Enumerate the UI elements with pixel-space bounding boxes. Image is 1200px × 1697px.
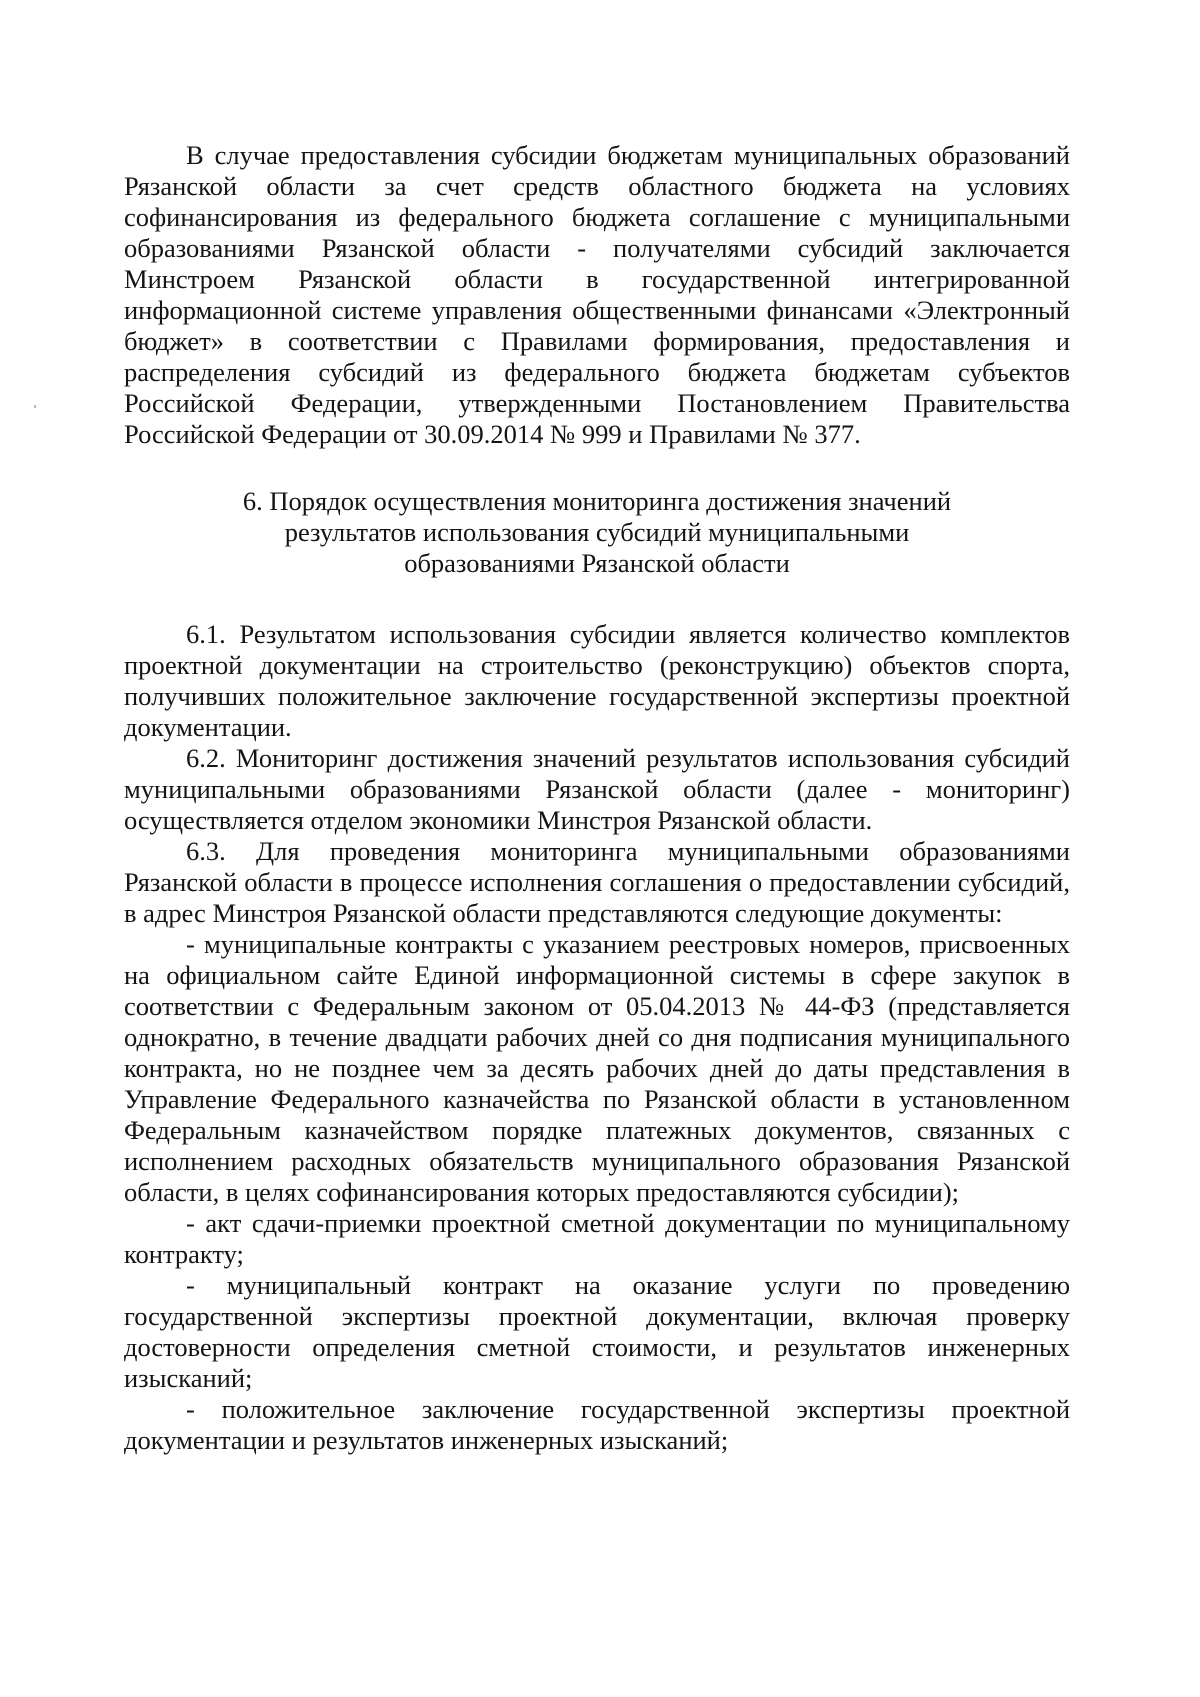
paragraph-6-3: 6.3. Для проведения мониторинга муниципальными образованиями Рязанской области в процессе исполнения соглашения о предоставлении субсидий, в адрес Минстроя Рязанской области представляются следующие документы: xyxy=(124,836,1070,928)
intro-paragraph: В случае предоставления субсидии бюджетам муниципальных образований Рязанской области за счет средств областного бюджета на условиях софинансирования из федерального бюджета соглашение с муниципальными образованиями Рязанской области - получателями субсидий заключается Минстроем Рязанской области в государственной интегрированной информационной системе управления общественными финансами «Электронный бюджет» в соответствии с Правилами формирования, предоставления и распределения субсидий из федерального бюджета бюджетам субъектов Российской Федерации, утвержденными Постановлением Правительства Российской Федерации от 30.09.2014 № 999 и Правилами № 377. xyxy=(124,140,1070,449)
list-item: - положительное заключение государственной экспертизы проектной документации и результатов инженерных изысканий; xyxy=(124,1394,1070,1455)
section-6-heading xyxy=(124,486,1070,579)
section-heading-line: 6. Порядок осуществления мониторинга достижения значений xyxy=(242,486,952,516)
section-heading-line: результатов использования субсидий муниципальными xyxy=(284,517,910,547)
list-item: - акт сдачи-приемки проектной сметной документации по муниципальному контракту; xyxy=(124,1208,1070,1269)
paragraph-6-1: 6.1. Результатом использования субсидии является количество комплектов проектной документации на строительство (реконструкцию) объектов спорта, получивших положительное заключение государственной экспертизы проектной документации. xyxy=(124,619,1070,742)
scan-speck xyxy=(34,405,36,408)
list-item: - муниципальные контракты с указанием реестровых номеров, присвоенных на официальном сайте Единой информационной системы в сфере закупок в соответствии с Федеральным законом от 05.04.2013 № 44-ФЗ (представляется однократно, в течение двадцати рабочих дней со дня подписания муниципального контракта, но не позднее чем за десять рабочих дней до даты представления в Управление Федерального казначейства по Рязанской области в установленном Федеральным казначейством порядке платежных документов, связанных с исполнением расходных обязательств муниципального образования Рязанской области, в целях софинансирования которых предоставляются субсидии); xyxy=(124,929,1070,1207)
list-item: - муниципальный контракт на оказание услуги по проведению государственной экспертизы проектной документации, включая проверку достоверности определения сметной стоимости, и результатов инженерных изысканий; xyxy=(124,1270,1070,1393)
section-heading-line: образованиями Рязанской области xyxy=(404,548,790,578)
paragraph-6-2: 6.2. Мониторинг достижения значений результатов использования субсидий муниципальными образованиями Рязанской области (далее - мониторинг) осуществляется отделом экономики Минстроя Рязанской области. xyxy=(124,743,1070,835)
required-documents-list xyxy=(124,929,1070,1456)
document-body xyxy=(124,140,1070,1456)
